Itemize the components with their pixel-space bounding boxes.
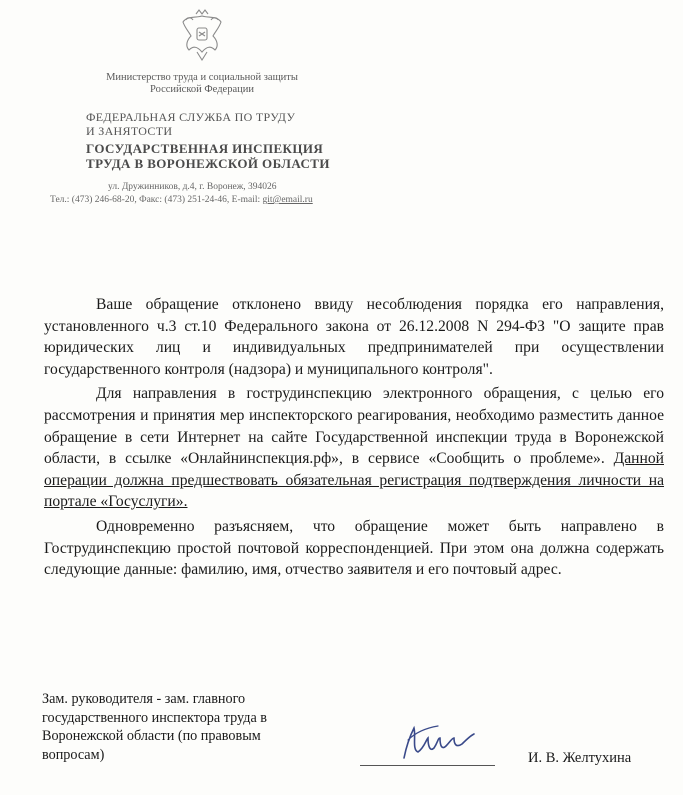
- federal-service-name: [86, 110, 295, 138]
- signatory-name: И. В. Желтухина: [528, 750, 632, 766]
- service-line-1: ФЕДЕРАЛЬНАЯ СЛУЖБА ПО ТРУДУ: [86, 110, 296, 124]
- position-line-4: вопросам): [42, 746, 105, 763]
- ministry-line-1: Министерство труда и социальной защиты: [106, 72, 298, 83]
- paragraph-rejection: Ваше обращение отклонено ввиду несоблюдения порядка его направления, установленного ч.3 ст.10 Федерального закона от 26.12.2008 N 294-ФЗ "О защите прав юридических лиц и индивидуальных предпринимателей при осуществлении государственного контроля (надзора) и муниципального контроля".: [44, 296, 664, 378]
- inspection-line-2: ТРУДА В ВОРОНЕЖСКОЙ ОБЛАСТИ: [86, 156, 330, 171]
- phone-fax: Тел.: (473) 246-68-20, Факс: (473) 251-24-46, E-mail:: [50, 195, 263, 205]
- inspection-name: [86, 141, 330, 171]
- email-address: git@email.ru: [262, 195, 313, 205]
- position-line-1: Зам. руководителя - зам. главного: [42, 691, 246, 707]
- service-line-2: И ЗАНЯТОСТИ: [86, 124, 173, 138]
- letter-body: [44, 294, 664, 584]
- signature-line: [360, 765, 495, 766]
- ministry-line-2: Российской Федерации: [150, 84, 254, 95]
- position-line-3: Воронежской области (по правовым: [42, 728, 261, 744]
- registration-requirement: Данной операции должна предшествовать обязательная регистрация подтверждения личности на портале «Госуслуги».: [44, 450, 664, 511]
- paragraph-postal-option: Одновременно разъясняем, что обращение может быть направлено в Гострудинспекцию простой почтовой корреспонденцией. При этом она должна содержать следующие данные: фамилию, имя, отчество заявителя и его почтовый адрес.: [44, 517, 664, 579]
- handwritten-signature: [396, 718, 476, 766]
- inspection-line-1: ГОСУДАРСТВЕННАЯ ИНСПЕКЦИЯ: [86, 141, 324, 156]
- ministry-name: [92, 72, 312, 96]
- postal-address: ул. Дружинников, д.4, г. Воронеж, 394026: [108, 182, 277, 192]
- signatory-position: [42, 690, 342, 764]
- paragraph-instructions: [44, 383, 664, 513]
- russia-coat-of-arms-icon: [177, 6, 227, 64]
- position-line-2: государственного инспектора труда в: [42, 709, 267, 726]
- instructions-text: Для направления в гострудинспекцию электронного обращения, с целью его рассмотрения и принятия мер инспекторского реагирования, необходимо разместить данное обращение в сети Интернет на сайте Государственной инспекции труда в Воронежской области, в ссылке «Онлайнинспекция.рф», в сервисе «Сообщить о проблеме».: [44, 385, 664, 468]
- contact-line: [50, 195, 313, 205]
